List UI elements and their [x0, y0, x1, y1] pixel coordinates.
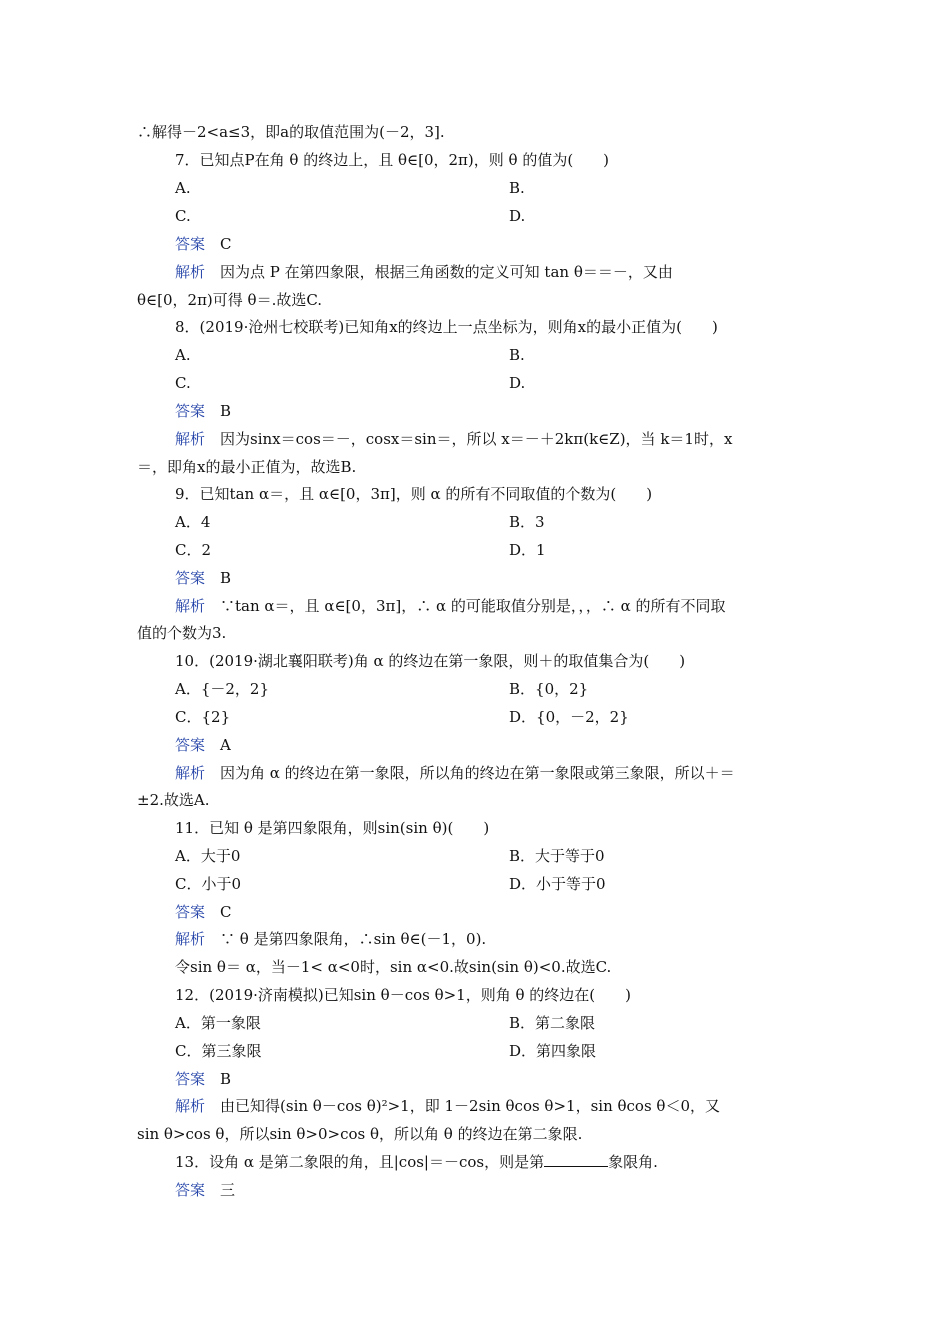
answer-value: B — [220, 402, 232, 420]
analysis-label: 解析 — [175, 430, 206, 448]
question-13 — [175, 1152, 658, 1172]
option-d: D．1 — [509, 541, 546, 559]
answer-label: 答案 — [175, 736, 206, 754]
option-a: A．第一象限 — [175, 1014, 261, 1032]
analysis-text: 由已知得(sin θ－cos θ)²>1，即 1－2sin θcos θ>1，sin θcos θ＜0，又 — [205, 1097, 721, 1115]
answer-line — [175, 735, 231, 755]
option-a: A．大于0 — [175, 847, 241, 865]
question-7: 7．已知点P在角 θ 的终边上，且 θ∈[0，2π)，则 θ 的值为( ) — [175, 151, 610, 169]
option-b: B. — [509, 179, 525, 197]
option-a: A．4 — [175, 513, 211, 531]
answer-value: C — [220, 235, 232, 253]
option-a: A．{－2，2} — [175, 680, 270, 698]
option-c: C．小于0 — [175, 875, 242, 893]
answer-value: 三 — [220, 1181, 236, 1199]
option-a: A. — [175, 346, 191, 364]
answer-label: 答案 — [175, 569, 206, 587]
option-b: B．大于等于0 — [509, 847, 605, 865]
analysis-text: ∵tan α＝，且 α∈[0，3π]，∴ α 的可能取值分别是，，，∴ α 的所有不同取 — [205, 597, 726, 615]
option-c: C. — [175, 374, 191, 392]
option-b: B. — [509, 346, 525, 364]
analysis-text: 因为角 α 的终边在第一象限，所以角的终边在第一象限或第三象限，所以＋＝ — [205, 764, 735, 782]
answer-value: B — [220, 569, 232, 587]
analysis-text: ∵ θ 是第四象限角，∴sin θ∈(－1，0). — [205, 930, 487, 948]
answer-label: 答案 — [175, 235, 206, 253]
option-c: C．第三象限 — [175, 1042, 262, 1060]
text-line: ∴解得－2<a≤3，即a的取值范围为(－2，3]. — [137, 123, 445, 141]
option-d: D．{0，－2，2} — [509, 708, 629, 726]
option-c: C. — [175, 207, 191, 225]
analysis-label: 解析 — [175, 263, 206, 281]
question-11: 11．已知 θ 是第四象限角，则sin(sin θ)( ) — [175, 819, 490, 837]
analysis-line — [175, 1096, 720, 1116]
option-c: C．{2} — [175, 708, 231, 726]
question-8: 8．(2019·沧州七校联考)已知角x的终边上一点坐标为，则角x的最小正值为( ) — [175, 318, 718, 336]
text-line: ±2.故选A. — [137, 791, 210, 809]
question-9: 9．已知tan α＝，且 α∈[0，3π]，则 α 的所有不同取值的个数为( ) — [175, 485, 653, 503]
question-12: 12．(2019·济南模拟)已知sin θ－cos θ>1，则角 θ 的终边在( ) — [175, 986, 632, 1004]
answer-label: 答案 — [175, 903, 206, 921]
answer-line — [175, 568, 231, 588]
analysis-line — [175, 763, 735, 783]
answer-label: 答案 — [175, 402, 206, 420]
analysis-text: 因为点 P 在第四象限，根据三角函数的定义可知 tan θ＝＝－，又由 — [205, 263, 673, 281]
answer-line — [175, 401, 231, 421]
option-b: B．{0，2} — [509, 680, 589, 698]
answer-line — [175, 234, 232, 254]
fill-blank — [544, 1152, 608, 1167]
option-d: D. — [509, 374, 526, 392]
answer-label: 答案 — [175, 1181, 206, 1199]
question-10: 10．(2019·湖北襄阳联考)角 α 的终边在第一象限，则＋的取值集合为( ) — [175, 652, 686, 670]
analysis-label: 解析 — [175, 597, 206, 615]
analysis-label: 解析 — [175, 764, 206, 782]
option-d: D. — [509, 207, 526, 225]
analysis-line — [175, 929, 486, 949]
option-c: C．2 — [175, 541, 212, 559]
option-d: D．第四象限 — [509, 1042, 597, 1060]
option-b: B．第二象限 — [509, 1014, 596, 1032]
question-13-text: 13．设角 α 是第二象限的角，且|cos|＝－cos，则是第 — [175, 1153, 545, 1171]
answer-value: B — [220, 1070, 232, 1088]
analysis-label: 解析 — [175, 1097, 206, 1115]
analysis-label: 解析 — [175, 930, 206, 948]
text-line: sin θ>cos θ，所以sin θ>0>cos θ，所以角 θ 的终边在第二象限. — [137, 1125, 583, 1143]
analysis-line — [175, 429, 732, 449]
text-line: 令sin θ＝ α，当－1< α<0时，sin α<0.故sin(sin θ)<0.故选C. — [175, 958, 612, 976]
analysis-line — [175, 262, 673, 282]
question-13-tail: 象限角. — [608, 1153, 658, 1171]
answer-value: C — [220, 903, 232, 921]
answer-line — [175, 1180, 235, 1200]
answer-label: 答案 — [175, 1070, 206, 1088]
analysis-text: 因为sinx＝cos＝－，cosx＝sin＝，所以 x＝－＋2kπ(k∈Z)，当 k＝1时，x — [205, 430, 733, 448]
answer-line — [175, 1069, 231, 1089]
analysis-line — [175, 596, 726, 616]
text-line: 值的个数为3. — [137, 624, 227, 642]
option-a: A. — [175, 179, 191, 197]
answer-value: A — [220, 736, 231, 754]
option-d: D．小于等于0 — [509, 875, 606, 893]
answer-line — [175, 902, 232, 922]
option-b: B．3 — [509, 513, 545, 531]
text-line: θ∈[0，2π)可得 θ＝.故选C. — [137, 291, 323, 309]
text-line: ＝，即角x的最小正值为，故选B. — [137, 458, 357, 476]
